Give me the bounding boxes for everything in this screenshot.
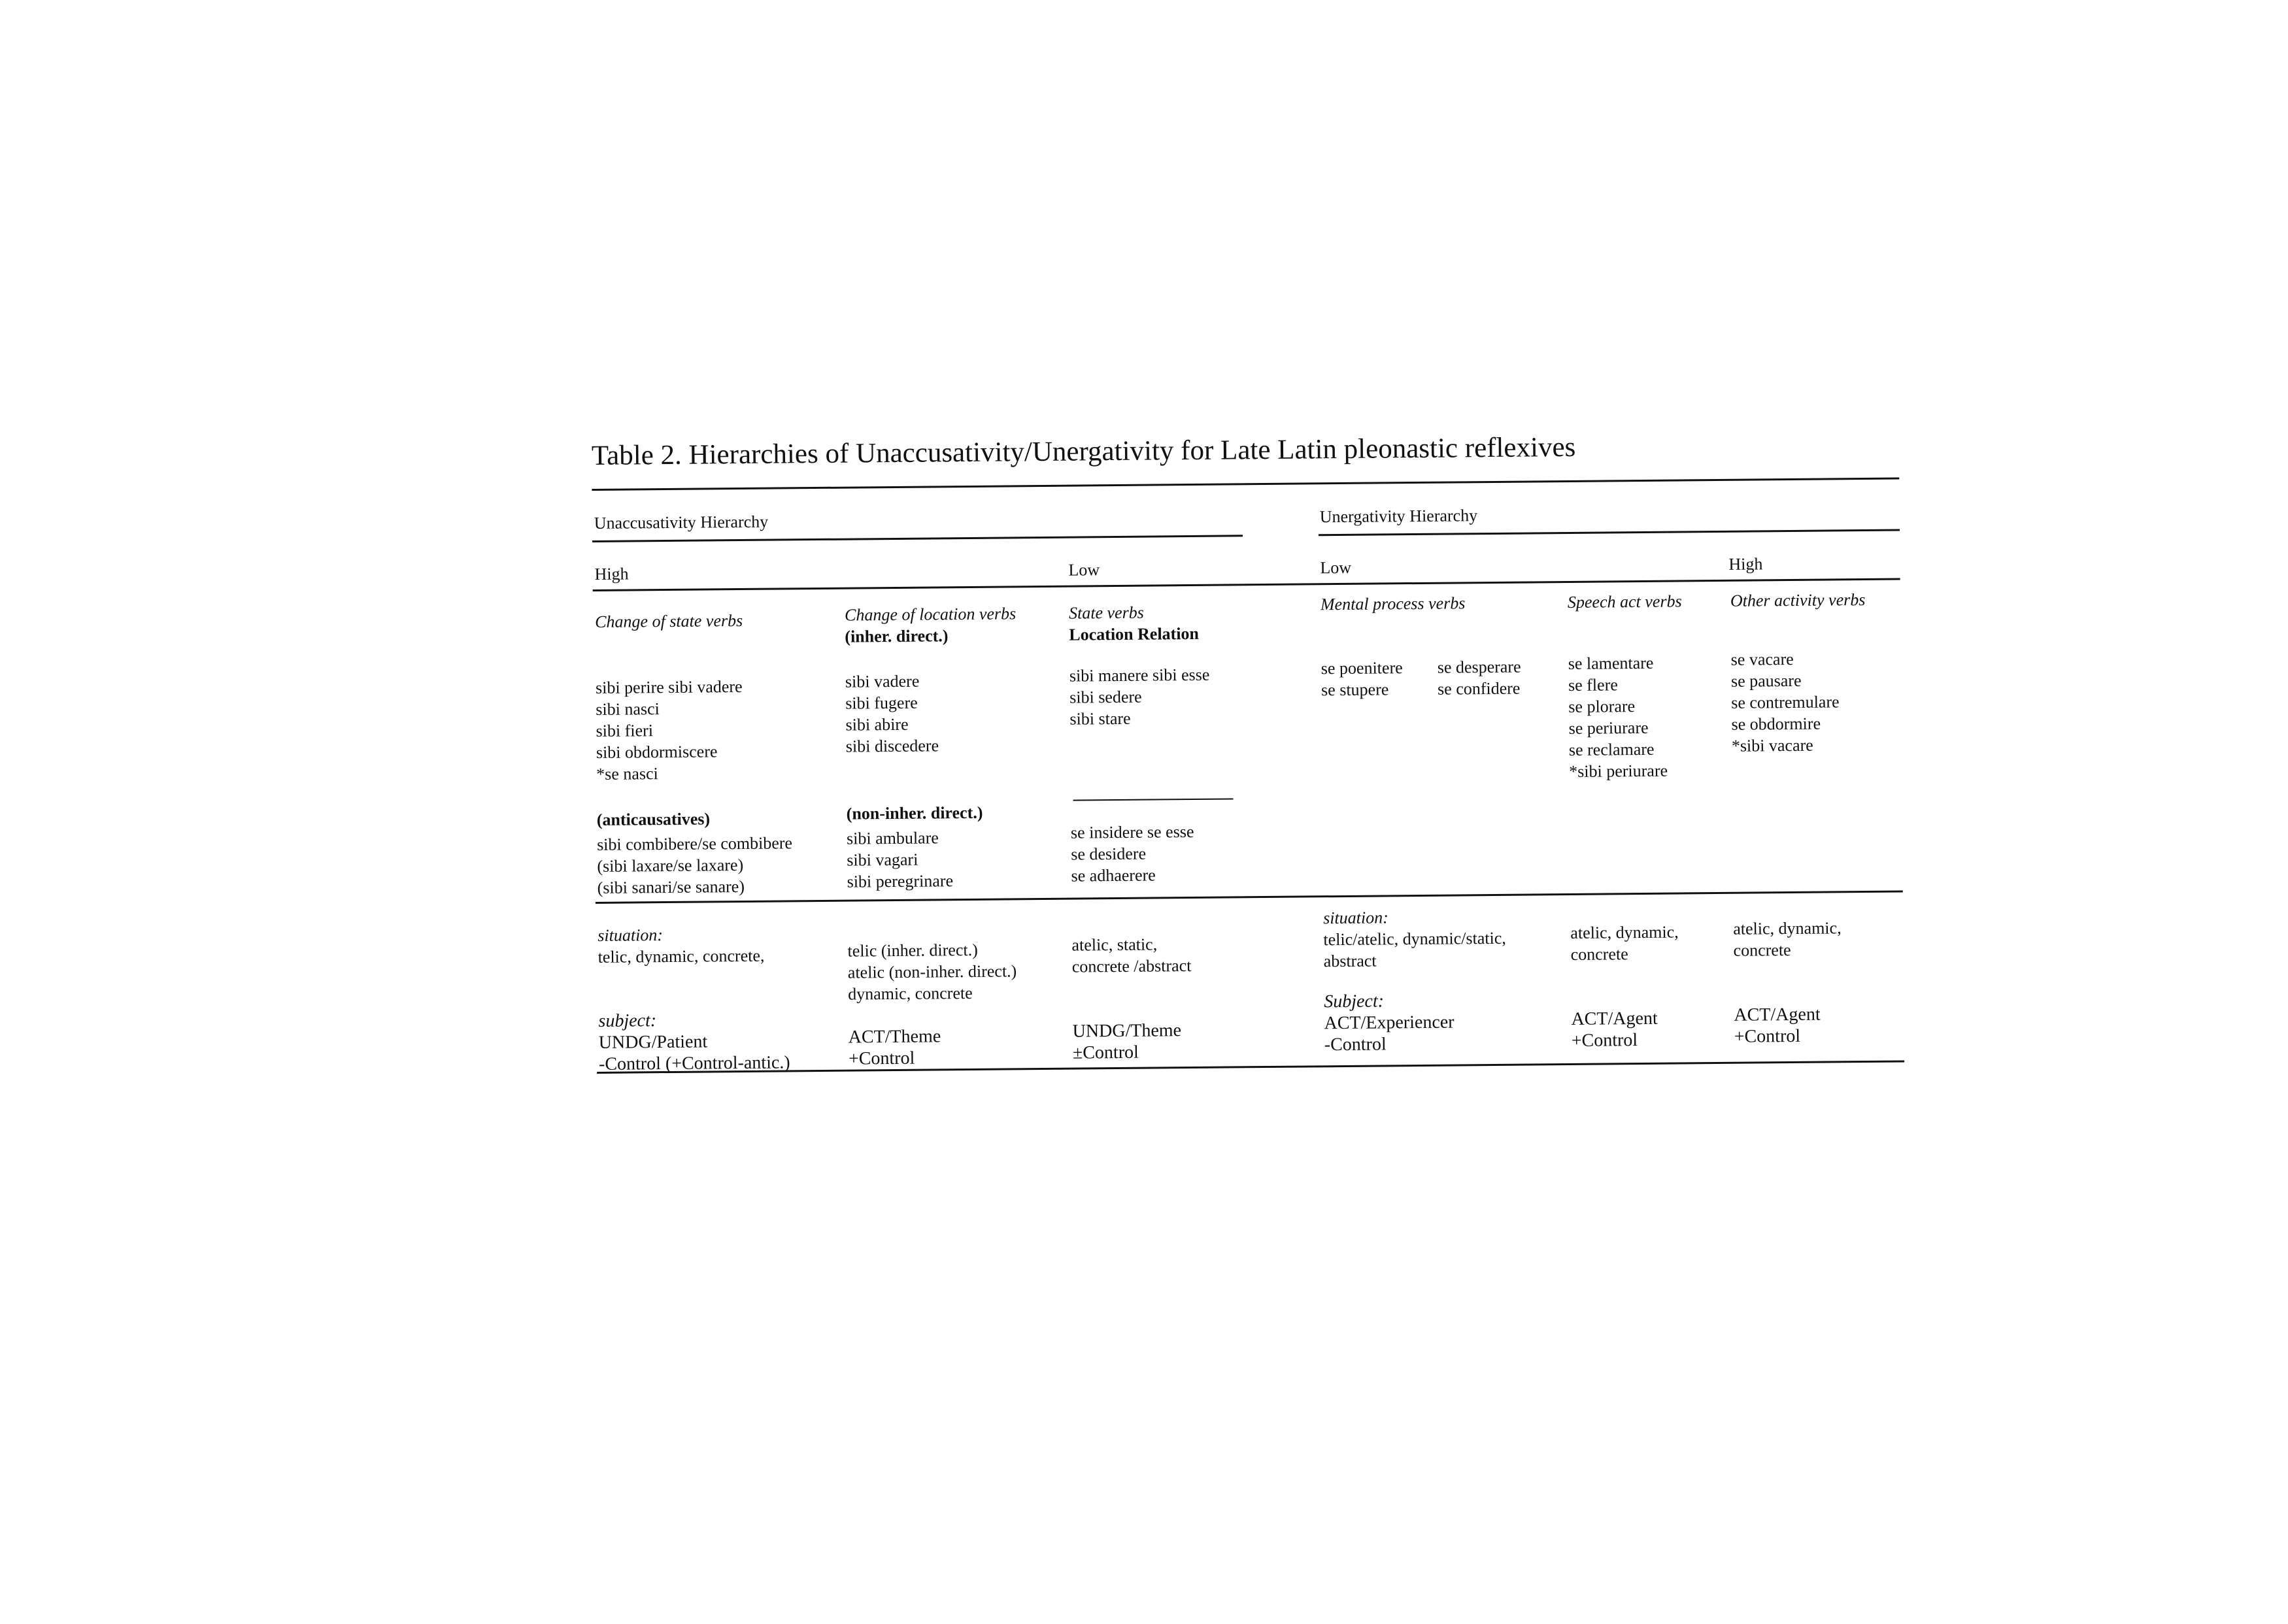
situation-value: atelic, dynamic,: [1733, 918, 1842, 938]
list-item: (sibi laxare/se laxare): [597, 855, 744, 876]
list-item: se adhaerere: [1071, 865, 1156, 886]
col-other-activity-header: Other activity verbs: [1730, 590, 1866, 610]
col-speech-act-items: [1568, 652, 1668, 782]
col1-situation: [597, 923, 764, 968]
situation-value: dynamic, concrete: [848, 983, 973, 1004]
list-item: se desidere: [1071, 844, 1147, 864]
situation-label: situation:: [1323, 908, 1388, 928]
col2-subject: [849, 1025, 941, 1069]
list-item: sibi sedere: [1069, 687, 1142, 707]
list-item: sibi discedere: [845, 736, 939, 756]
anticausatives-items: [597, 832, 793, 899]
col-change-of-location-items: [845, 670, 939, 757]
situation-value: concrete: [1733, 940, 1791, 960]
non-inherent-direction-subheader: (non-inher. direct.): [846, 803, 983, 823]
col-state-verbs-items: [1069, 664, 1210, 730]
col4-subject: [1324, 990, 1455, 1056]
unergativity-heading: Unergativity Hierarchy: [1319, 506, 1478, 527]
situation-value: atelic, dynamic,: [1570, 922, 1679, 942]
col3-situation: [1071, 933, 1191, 978]
situation-value: concrete: [1570, 944, 1628, 964]
situation-value: telic (inher. direct.): [847, 940, 978, 961]
list-item: se periurare: [1568, 718, 1649, 738]
list-item: se reclamare: [1568, 739, 1655, 759]
list-item: sibi perire sibi vadere: [595, 677, 743, 697]
list-item: se contremulare: [1731, 692, 1840, 712]
col6-subject: [1734, 1004, 1821, 1048]
unerg-heading-rule: [1319, 529, 1900, 537]
col3-subject: [1072, 1019, 1181, 1063]
state-verbs-sub-items: [1071, 821, 1194, 887]
col-state-verbs-subtitle: Location Relation: [1069, 623, 1200, 644]
subject-value: -Control: [1324, 1034, 1387, 1055]
col-change-of-location-subtitle: (inher. direct.): [845, 626, 949, 646]
list-item: sibi vagari: [847, 850, 918, 870]
list-item: sibi abire: [845, 714, 909, 735]
subject-value: ACT/Agent: [1734, 1004, 1821, 1025]
subject-value: -Control (+Control-antic.): [598, 1052, 790, 1074]
subject-value: UNDG/Theme: [1072, 1020, 1182, 1042]
col-speech-act-header: Speech act verbs: [1567, 591, 1682, 612]
list-item: sibi stare: [1069, 708, 1131, 729]
subject-value: ACT/Agent: [1571, 1008, 1658, 1029]
list-item: sibi peregrinare: [847, 871, 954, 891]
unacc-low-label: Low: [1068, 560, 1100, 580]
list-item: se flere: [1568, 675, 1618, 695]
bottom-rule: [597, 1061, 1904, 1074]
list-item: se confidere: [1437, 678, 1521, 699]
situation-value: atelic (non-inher. direct.): [847, 961, 1017, 982]
situation-value: concrete /abstract: [1071, 956, 1192, 976]
unerg-high-label: High: [1728, 554, 1763, 574]
list-item: sibi obdormiscere: [596, 742, 718, 762]
list-item: sibi ambulare: [846, 828, 939, 848]
list-item: se poenitere: [1321, 658, 1403, 678]
list-item: sibi fieri: [596, 721, 654, 740]
subject-value: +Control: [1734, 1025, 1801, 1047]
table-title: Table 2. Hierarchies of Unaccusativity/Unergativity for Late Latin pleonastic reflexives: [591, 431, 1576, 471]
col-state-verbs-title: State verbs: [1068, 603, 1144, 623]
list-item: se stupere: [1321, 680, 1389, 700]
list-item: se obdormire: [1731, 714, 1821, 734]
subject-label: Subject:: [1324, 991, 1385, 1012]
unacc-heading-rule: [592, 535, 1243, 542]
list-item: se plorare: [1568, 697, 1636, 716]
col-mental-process-items-a: [1321, 657, 1403, 701]
level-rule: [593, 578, 1900, 591]
list-item: sibi fugere: [845, 693, 918, 713]
non-inherent-direction-items: [847, 827, 953, 892]
list-item: sibi combibere/se combibere: [596, 833, 793, 854]
list-item: *sibi periurare: [1569, 761, 1668, 781]
col5-subject: [1571, 1008, 1658, 1052]
col1-subject: [598, 1008, 790, 1075]
col-change-of-state-header: Change of state verbs: [595, 610, 743, 631]
unerg-low-label: Low: [1320, 557, 1352, 578]
col-change-of-location-title: Change of location verbs: [844, 604, 1017, 625]
subject-value: ACT/Theme: [848, 1026, 941, 1048]
col-change-of-location-header: [845, 603, 1017, 647]
situation-value: atelic, static,: [1071, 935, 1158, 955]
subject-value: ACT/Experiencer: [1324, 1012, 1455, 1034]
list-item: se insidere se esse: [1070, 821, 1194, 842]
col-mental-process-header: Mental process verbs: [1320, 593, 1466, 614]
situation-value: telic/atelic, dynamic/static,: [1323, 928, 1506, 950]
col5-situation: [1570, 921, 1679, 965]
situation-value: telic, dynamic, concrete,: [597, 946, 765, 967]
list-item: *sibi vacare: [1731, 735, 1813, 755]
state-verbs-sub-rule: [1073, 798, 1234, 801]
col6-situation: [1733, 917, 1842, 961]
situation-value: abstract: [1323, 951, 1377, 971]
list-item: (sibi sanari/se sanare): [597, 876, 745, 897]
unaccusativity-heading: Unaccusativity Hierarchy: [594, 512, 769, 533]
subject-value: UNDG/Patient: [598, 1031, 708, 1053]
list-item: sibi manere sibi esse: [1069, 665, 1210, 686]
top-rule: [592, 478, 1899, 491]
list-item: se pausare: [1730, 671, 1802, 691]
col4-situation: [1323, 906, 1506, 972]
list-item: *se nasci: [596, 764, 658, 784]
col2-situation: [847, 938, 1017, 1004]
situation-label: situation:: [597, 925, 664, 945]
unacc-high-label: High: [594, 564, 629, 584]
subject-value: ±Control: [1072, 1042, 1139, 1063]
subject-value: +Control: [1571, 1030, 1638, 1051]
col-change-of-state-items: [596, 676, 743, 785]
list-item: sibi nasci: [596, 699, 660, 719]
subject-label: subject:: [598, 1010, 657, 1031]
list-item: sibi vadere: [845, 671, 920, 691]
col-mental-process-items-b: [1438, 656, 1521, 700]
subject-value: +Control: [848, 1048, 915, 1069]
anticausatives-subheader: (anticausatives): [596, 809, 711, 829]
list-item: se desperare: [1437, 657, 1521, 677]
list-item: se vacare: [1730, 649, 1794, 669]
col-state-verbs-header: [1069, 601, 1199, 646]
col-other-activity-items: [1731, 648, 1840, 756]
list-item: se lamentare: [1568, 653, 1654, 673]
